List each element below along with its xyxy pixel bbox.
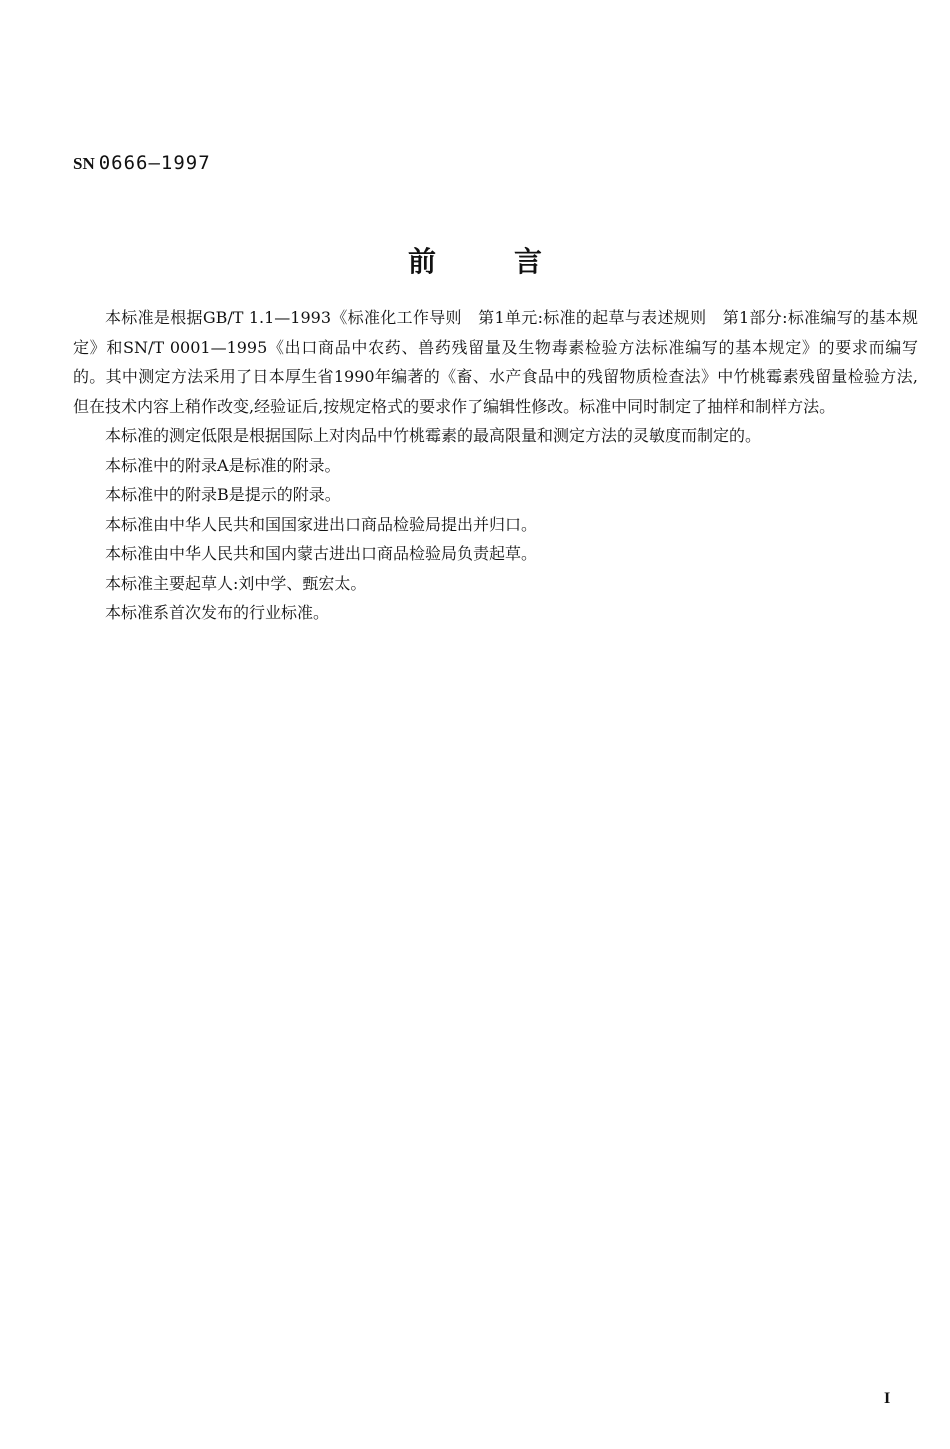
page-number: I [884, 1390, 891, 1407]
page-title: 前言 [407, 245, 620, 278]
paragraph-proposer: 本标准由中华人民共和国国家进出口商品检验局提出并归口。 [105, 514, 538, 534]
foreword-body [73, 303, 918, 628]
paragraph-detection-limit: 本标准的测定低限是根据国际上对肉品中竹桃霉素的最高限量和测定方法的灵敏度而制定的。 [105, 426, 762, 445]
paragraph-appendix-a: 本标准中的附录A是标准的附录。 [105, 455, 341, 475]
paragraph-drafters: 本标准主要起草人:刘中学、甄宏太。 [105, 573, 367, 593]
standard-number [73, 152, 211, 174]
standard-prefix: SN [73, 154, 95, 173]
paragraph-appendix-b: 本标准中的附录B是提示的附录。 [105, 485, 341, 504]
paragraph-first-release: 本标准系首次发布的行业标准。 [105, 603, 330, 622]
paragraph-drafter-org: 本标准由中华人民共和国内蒙古进出口商品检验局负责起草。 [105, 544, 538, 563]
paragraph-basis: 本标准是根据GB/T 1.1—1993《标准化工作导则 第1单元:标准的起草与表述规则 第1部分:标准编写的基本规定》和SN/T 0001—1995《出口商品中农药、兽药残留量及生物毒素检验方法标准编写的基本规定》的要求而编写的。其中测定方法采用了日本厚生省1990年编著的《畜、水产食品中的残留物质检查法》中竹桃霉素残留量检验方法,但在技术内容上稍作改变,经验证后,按规定格式的要求作了编辑性修改。标准中同时制定了抽样和制样方法。 [73, 308, 918, 416]
standard-code: 0666—1997 [98, 152, 211, 174]
